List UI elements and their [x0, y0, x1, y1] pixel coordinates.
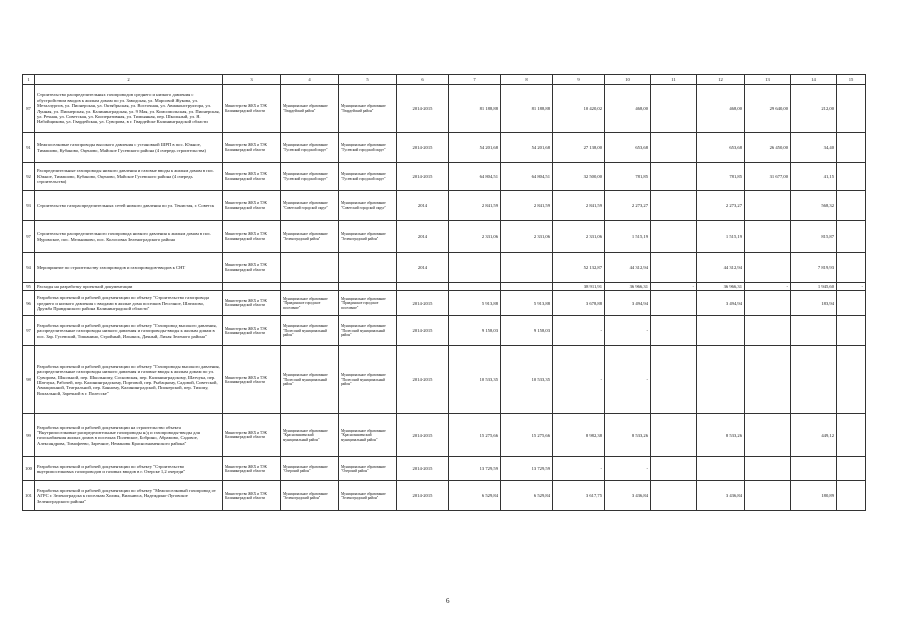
table-cell-desc: Разработка проектной и рабочей документации по объекту "Газопроводы высокого давления, распределительные газопроводы низкого давления и газовые вводы к жилым домам по ул. Суворова, Школьной, пер. Школьному, Сосновская, пер. Калининградскому, Шатчука, пер. Шатчука, Рабочей, пер. Калининградскому, Портовой, пер. Рыбацкому, Садовой, Советской, Авиационной, Театральной, пер. Банному, Калининградской, Пионерской, пер. Тихому, Вокзальной, Заречной в г. Полесске" [35, 346, 223, 414]
column-number-cell: 3 [223, 75, 281, 85]
table-cell-desc: Межпоселковые газопроводы высокого давления с установкой ШРП в пос. Южное, Тимашово, Кубаново, Оценово, Майское Гусевского района (4 очередь строительства) [35, 133, 223, 163]
table-cell-c12: 468,00 [697, 85, 745, 133]
table-row [23, 85, 866, 133]
table-cell-c9: 38 911,91 [553, 283, 605, 291]
table-cell-num: 91 [23, 133, 35, 163]
table-cell-c15 [837, 291, 866, 316]
table-cell-c8: 13 729,59 [501, 457, 553, 481]
table-cell-c12: 1 515,19 [697, 221, 745, 253]
table-cell-col4 [281, 253, 339, 283]
table-cell-c13: 31 677,00 [745, 163, 791, 191]
table-cell-num: 101 [23, 481, 35, 511]
table-cell-col3 [223, 283, 281, 291]
table-cell-c11 [651, 85, 697, 133]
table-cell-c12 [697, 346, 745, 414]
table-row [23, 316, 866, 346]
table-cell-c8: 10 533,35 [501, 346, 553, 414]
table-row [23, 221, 866, 253]
table-cell-desc: Строительство распределительных газопроводов среднего и низкого давления с обустройством вводов к жилым домам по ул. Заводская, ул. Марсовой Жукова, ул. Металлургов, ул. Пионерская, ул. Октябрьская, ул. Восточная, ул. Авиаконструктора, ул. Лунная, ул. Пионерская, ул. Калининградская, ул. 9 Мая, ул. Комсомольская, ул. Пионерская, ул. Речная, ул. Советская, ул. Кооперативная, ул. Тимьянная, пер. Школьный, ул. Я. Набойщикова, ул. Гвардейская, ул. Суворова, в г. Гвардейске Калининградской области [35, 85, 223, 133]
table-cell-col3: Министерство ЖКХ и ТЭК Калининградской области [223, 253, 281, 283]
table-cell-num: 97 [23, 316, 35, 346]
table-row [23, 481, 866, 511]
table-cell-col4: Муниципальное образование "Краснознаменский муниципальный район" [281, 414, 339, 457]
table-cell-c11 [651, 481, 697, 511]
column-number-cell: 4 [281, 75, 339, 85]
table-cell-c14: 568,32 [791, 191, 837, 221]
table-cell-c12: 2 273,27 [697, 191, 745, 221]
table-cell-c8: 6 529,84 [501, 481, 553, 511]
table-cell-period: 2014-2015 [397, 346, 449, 414]
table-cell-num: 98 [23, 346, 35, 414]
table-cell-desc: Разработка проектной и рабочей документации на строительство объекта "Внутрипоселковые распределительные газопроводы н/д и газопроводы-вводы для газоснабжения жилых домов в поселках Полевское, Бобрино, Абрамово, Садовое, Александрова, Тимофеево, Заречное, Немановк Краснознаменского района" [35, 414, 223, 457]
column-number-cell: 15 [837, 75, 866, 85]
table-cell-c11 [651, 414, 697, 457]
table-cell-period: 2014 [397, 221, 449, 253]
table-cell-c15: - [837, 283, 866, 291]
table-cell-c9: 2 331,06 [553, 221, 605, 253]
table-cell-period: 2014 [397, 253, 449, 283]
table-cell-col5: Муниципальное образование "Краснознаменский муниципальный район" [339, 414, 397, 457]
table-cell-col5: Муниципальное образование "Полесский муниципальный район" [339, 316, 397, 346]
table-cell-desc: Разработка проектной и рабочей документации по объекту "Строительство газопровода среднего и низкого давления с вводами в жилые дома поселков Песочное, Шатилово, Дружба Правдинского района Калининградской области" [35, 291, 223, 316]
table-cell-c13 [745, 221, 791, 253]
table-row [23, 133, 866, 163]
table-cell-num: 94 [23, 253, 35, 283]
column-number-cell: 7 [449, 75, 501, 85]
table-cell-c8: 2 331,06 [501, 221, 553, 253]
table-cell-desc: Расходы на разработку проектной документации [35, 283, 223, 291]
table-cell-col5 [339, 283, 397, 291]
table-cell-col3: Министерство ЖКХ и ТЭК Калининградской области [223, 85, 281, 133]
table-cell-c14: 180,89 [791, 481, 837, 511]
table-body [23, 75, 866, 511]
table-cell-desc: Строительство газораспределительных сетей низкого давления по ул. Тенистая, г. Советск [35, 191, 223, 221]
table-cell-period [397, 283, 449, 291]
table-cell-num: 96 [23, 291, 35, 316]
table-cell-c8: 64 804,51 [501, 163, 553, 191]
table-cell-col3: Министерство ЖКХ и ТЭК Калининградской области [223, 163, 281, 191]
table-cell-col4: Муниципальное образование "Озерский район" [281, 457, 339, 481]
table-cell-c11 [651, 191, 697, 221]
table-cell-col5: Муниципальное образование "Советский городской округ" [339, 191, 397, 221]
table-cell-c14: 183,94 [791, 291, 837, 316]
table-cell-desc: Разработка проектной и рабочей документации по объекту "Газопровод высокого давления, распределительные газопроводы низкого давления и газопроводы-вводы к жилым домам в пос. Зар. Гусевский, Тишанино, Стройный, Ильинск, Дачный, Лихая Зеленого района" [35, 316, 223, 346]
table-cell-c10: 3 436,84 [605, 481, 651, 511]
table-cell-c9: 32 500,00 [553, 163, 605, 191]
table-cell-c7: 81 188,88 [449, 85, 501, 133]
column-number-cell: 11 [651, 75, 697, 85]
table-cell-c9: - [553, 457, 605, 481]
table-cell-col3: Министерство ЖКХ и ТЭК Калининградской области [223, 291, 281, 316]
table-cell-c15 [837, 346, 866, 414]
table-cell-c15 [837, 316, 866, 346]
table-cell-num: 93 [23, 191, 35, 221]
column-number-cell: 10 [605, 75, 651, 85]
table-cell-c12 [697, 457, 745, 481]
table-cell-c14: 212,00 [791, 85, 837, 133]
table-cell-c15 [837, 253, 866, 283]
table-cell-c7: 13 729,59 [449, 457, 501, 481]
column-number-row [23, 75, 866, 85]
table-row [23, 253, 866, 283]
table-cell-c8: 54 201,68 [501, 133, 553, 163]
table-cell-period: 2014-2015 [397, 414, 449, 457]
table-cell-c9: 52 132,87 [553, 253, 605, 283]
table-cell-c13: - [745, 283, 791, 291]
column-number-cell: 8 [501, 75, 553, 85]
table-cell-col5 [339, 253, 397, 283]
table-cell-num: 95 [23, 283, 35, 291]
table-cell-c9: 8 982,38 [553, 414, 605, 457]
table-cell-c7: 54 201,68 [449, 133, 501, 163]
table-cell-c13 [745, 346, 791, 414]
table-cell-c10: 781,85 [605, 163, 651, 191]
table-cell-c14: 815,87 [791, 221, 837, 253]
table-cell-c11 [651, 291, 697, 316]
table-cell-col4: Муниципальное образование "Зеленоградский район" [281, 481, 339, 511]
page-number: 6 [446, 597, 450, 605]
table-cell-c10: - [605, 346, 651, 414]
column-number-cell: 2 [35, 75, 223, 85]
table-row [23, 346, 866, 414]
table-cell-desc: Разработка проектной и рабочей документации по объекту "Строительство внутрипоселковых газопроводов и газовых вводов в г. Озерске 1,2 очереди" [35, 457, 223, 481]
table-cell-c10: 3 494,94 [605, 291, 651, 316]
table-cell-num: 99 [23, 414, 35, 457]
table-cell-col4: Муниципальное образование "Гусевский городской округ" [281, 133, 339, 163]
table-cell-col3: Министерство ЖКХ и ТЭК Калининградской области [223, 133, 281, 163]
table-cell-col5: Муниципальное образование "Гусевский городской округ" [339, 163, 397, 191]
table-cell-c7: 9 158,03 [449, 316, 501, 346]
table-cell-c7 [449, 253, 501, 283]
table-cell-c9: - [553, 316, 605, 346]
column-number-cell: 12 [697, 75, 745, 85]
table-cell-period: 2014-2015 [397, 457, 449, 481]
table-cell-c8: 5 913,88 [501, 291, 553, 316]
table-cell-c12 [697, 316, 745, 346]
table-row [23, 414, 866, 457]
table-cell-c13 [745, 414, 791, 457]
table-cell-c12: 3 494,94 [697, 291, 745, 316]
table-cell-num: 97 [23, 221, 35, 253]
table-cell-c11 [651, 133, 697, 163]
table-cell-c11 [651, 253, 697, 283]
table-cell-col5: Муниципальное образование "Гвардейский район" [339, 85, 397, 133]
table-cell-c7: 2 331,06 [449, 221, 501, 253]
table-cell-c7: 5 913,88 [449, 291, 501, 316]
table-cell-desc: Строительство распределительного газопровода низкого давления к жилым домам в пос. Муромское, пос. Мельниково, пос. Колосовка Зеленоградского района [35, 221, 223, 253]
table-cell-c14 [791, 346, 837, 414]
table-cell-col3: Министерство ЖКХ и ТЭК Калининградской области [223, 481, 281, 511]
table-cell-c13: 26 450,00 [745, 133, 791, 163]
table-cell-c13 [745, 253, 791, 283]
table-cell-col3: Министерство ЖКХ и ТЭК Калининградской области [223, 414, 281, 457]
table-cell-c8: 2 841,59 [501, 191, 553, 221]
table-cell-c10: 8 533,26 [605, 414, 651, 457]
table-cell-c11 [651, 457, 697, 481]
table-cell-c7: 6 529,84 [449, 481, 501, 511]
table-cell-desc: Распределительные газопроводы низкого давления и газовые вводы к жилым домам в пос. Южное, Тимашово, Кубаново, Оценово, Майское Гусевского района (4 очередь строительства) [35, 163, 223, 191]
table-cell-c14: 449,12 [791, 414, 837, 457]
column-number-cell: 6 [397, 75, 449, 85]
table-cell-c15 [837, 414, 866, 457]
table-cell-c11 [651, 221, 697, 253]
table-cell-c12: 3 436,84 [697, 481, 745, 511]
column-number-cell: 1 [23, 75, 35, 85]
table-row [23, 291, 866, 316]
table-cell-period: 2014-2015 [397, 133, 449, 163]
table-cell-c9: - [553, 346, 605, 414]
table-cell-c10: 36 966,31 [605, 283, 651, 291]
column-number-cell: 9 [553, 75, 605, 85]
table-cell-col4: Муниципальное образование "Полесский муниципальный район" [281, 316, 339, 346]
table-cell-col3: Министерство ЖКХ и ТЭК Калининградской области [223, 457, 281, 481]
table-cell-c14: 41,15 [791, 163, 837, 191]
table-cell-col3: Министерство ЖКХ и ТЭК Калининградской области [223, 221, 281, 253]
column-number-cell: 13 [745, 75, 791, 85]
budget-table [22, 74, 866, 511]
table-cell-c14: 1 945,60 [791, 283, 837, 291]
table-cell-col4: Муниципальное образование "Советский городской округ" [281, 191, 339, 221]
table-cell-c14: 34,40 [791, 133, 837, 163]
table-cell-c14: 7 819,93 [791, 253, 837, 283]
table-cell-c7: 64 804,51 [449, 163, 501, 191]
table-cell-num: 87 [23, 85, 35, 133]
table-cell-c15 [837, 163, 866, 191]
table-cell-period: 2014 [397, 191, 449, 221]
table-cell-col5: Муниципальное образование "Озерский район" [339, 457, 397, 481]
table-cell-c10: 2 273,27 [605, 191, 651, 221]
table-cell-col4: Муниципальное образование "Полесский муниципальный район" [281, 346, 339, 414]
table-cell-c13: 29 640,00 [745, 85, 791, 133]
table-cell-col5: Муниципальное образование "Полесский муниципальный район" [339, 346, 397, 414]
table-cell-c13 [745, 457, 791, 481]
table-cell-c15 [837, 133, 866, 163]
table-cell-c9: 2 841,59 [553, 191, 605, 221]
table-cell-c9: 27 138,00 [553, 133, 605, 163]
table-cell-c7: 10 533,35 [449, 346, 501, 414]
table-cell-col5: Муниципальное образование "Правдинское городское поселение" [339, 291, 397, 316]
table-cell-desc: Разработка проектной и рабочей документации по объекту "Межпоселковый газопровод от АГРС г. Зеленоградска к поселкам Холмы, Вильнюса, Надеждино-Луговское Зеленоградского района" [35, 481, 223, 511]
table-cell-c15 [837, 481, 866, 511]
table-cell-c8 [501, 253, 553, 283]
table-cell-col4: Муниципальное образование "Зеленоградский район" [281, 221, 339, 253]
table-cell-c8 [501, 283, 553, 291]
table-cell-num: 100 [23, 457, 35, 481]
table-cell-c10: 653,68 [605, 133, 651, 163]
table-cell-col4: Муниципальное образование "Правдинское городское поселение" [281, 291, 339, 316]
table-cell-desc: Мероприятие по строительству газопроводов и газопроводов-вводов к СНТ [35, 253, 223, 283]
table-cell-col3: Министерство ЖКХ и ТЭК Калининградской области [223, 346, 281, 414]
table-cell-period: 2014-2015 [397, 291, 449, 316]
table-cell-c11 [651, 163, 697, 191]
table-cell-c13 [745, 291, 791, 316]
table-cell-c8: 81 188,88 [501, 85, 553, 133]
table-cell-c8: 15 275,66 [501, 414, 553, 457]
table-cell-col5: Муниципальное образование "Гусевский городской округ" [339, 133, 397, 163]
table-cell-c15 [837, 85, 866, 133]
table-cell-c7 [449, 283, 501, 291]
table-cell-col5: Муниципальное образование "Зеленоградский район" [339, 481, 397, 511]
table-cell-c12: 44 312,94 [697, 253, 745, 283]
table-row [23, 283, 866, 291]
table-cell-c13 [745, 316, 791, 346]
table-cell-col3: Министерство ЖКХ и ТЭК Калининградской области [223, 191, 281, 221]
table-cell-c15 [837, 457, 866, 481]
table-cell-c10: - [605, 316, 651, 346]
table-cell-col3: Министерство ЖКХ и ТЭК Калининградской области [223, 316, 281, 346]
table-cell-c11 [651, 346, 697, 414]
table-cell-c7: 2 841,59 [449, 191, 501, 221]
table-cell-col4 [281, 283, 339, 291]
table-cell-period: 2014-2015 [397, 163, 449, 191]
table-cell-c14 [791, 457, 837, 481]
table-cell-c8: 9 158,03 [501, 316, 553, 346]
table-cell-c12: 653,68 [697, 133, 745, 163]
table-cell-c10: 44 312,94 [605, 253, 651, 283]
table-cell-period: 2014-2015 [397, 85, 449, 133]
table-cell-c10: - [605, 457, 651, 481]
column-number-cell: 5 [339, 75, 397, 85]
table-cell-period: 2014-2015 [397, 316, 449, 346]
table-cell-c10: 1 515,19 [605, 221, 651, 253]
column-number-cell: 14 [791, 75, 837, 85]
table-row [23, 191, 866, 221]
table-cell-c10: 468,00 [605, 85, 651, 133]
table-row [23, 163, 866, 191]
table-cell-c14 [791, 316, 837, 346]
table-cell-c11 [651, 316, 697, 346]
table-cell-c12: 781,85 [697, 163, 745, 191]
table-cell-c12: 8 533,26 [697, 414, 745, 457]
table-cell-c13 [745, 481, 791, 511]
table-cell-c12: 36 966,31 [697, 283, 745, 291]
table-cell-col5: Муниципальное образование "Зеленоградский район" [339, 221, 397, 253]
table-cell-c15 [837, 191, 866, 221]
table-cell-col4: Муниципальное образование "Гвардейский район" [281, 85, 339, 133]
table-cell-c9: 3 678,88 [553, 291, 605, 316]
table-cell-c7: 15 275,66 [449, 414, 501, 457]
table-cell-period: 2014-2015 [397, 481, 449, 511]
table-cell-c9: 3 617,75 [553, 481, 605, 511]
table-cell-num: 92 [23, 163, 35, 191]
table-cell-col4: Муниципальное образование "Гусевский городской округ" [281, 163, 339, 191]
table-cell-c15 [837, 221, 866, 253]
table-cell-c13 [745, 191, 791, 221]
table-cell-c11: - [651, 283, 697, 291]
table-row [23, 457, 866, 481]
table-cell-c9: 10 420,02 [553, 85, 605, 133]
